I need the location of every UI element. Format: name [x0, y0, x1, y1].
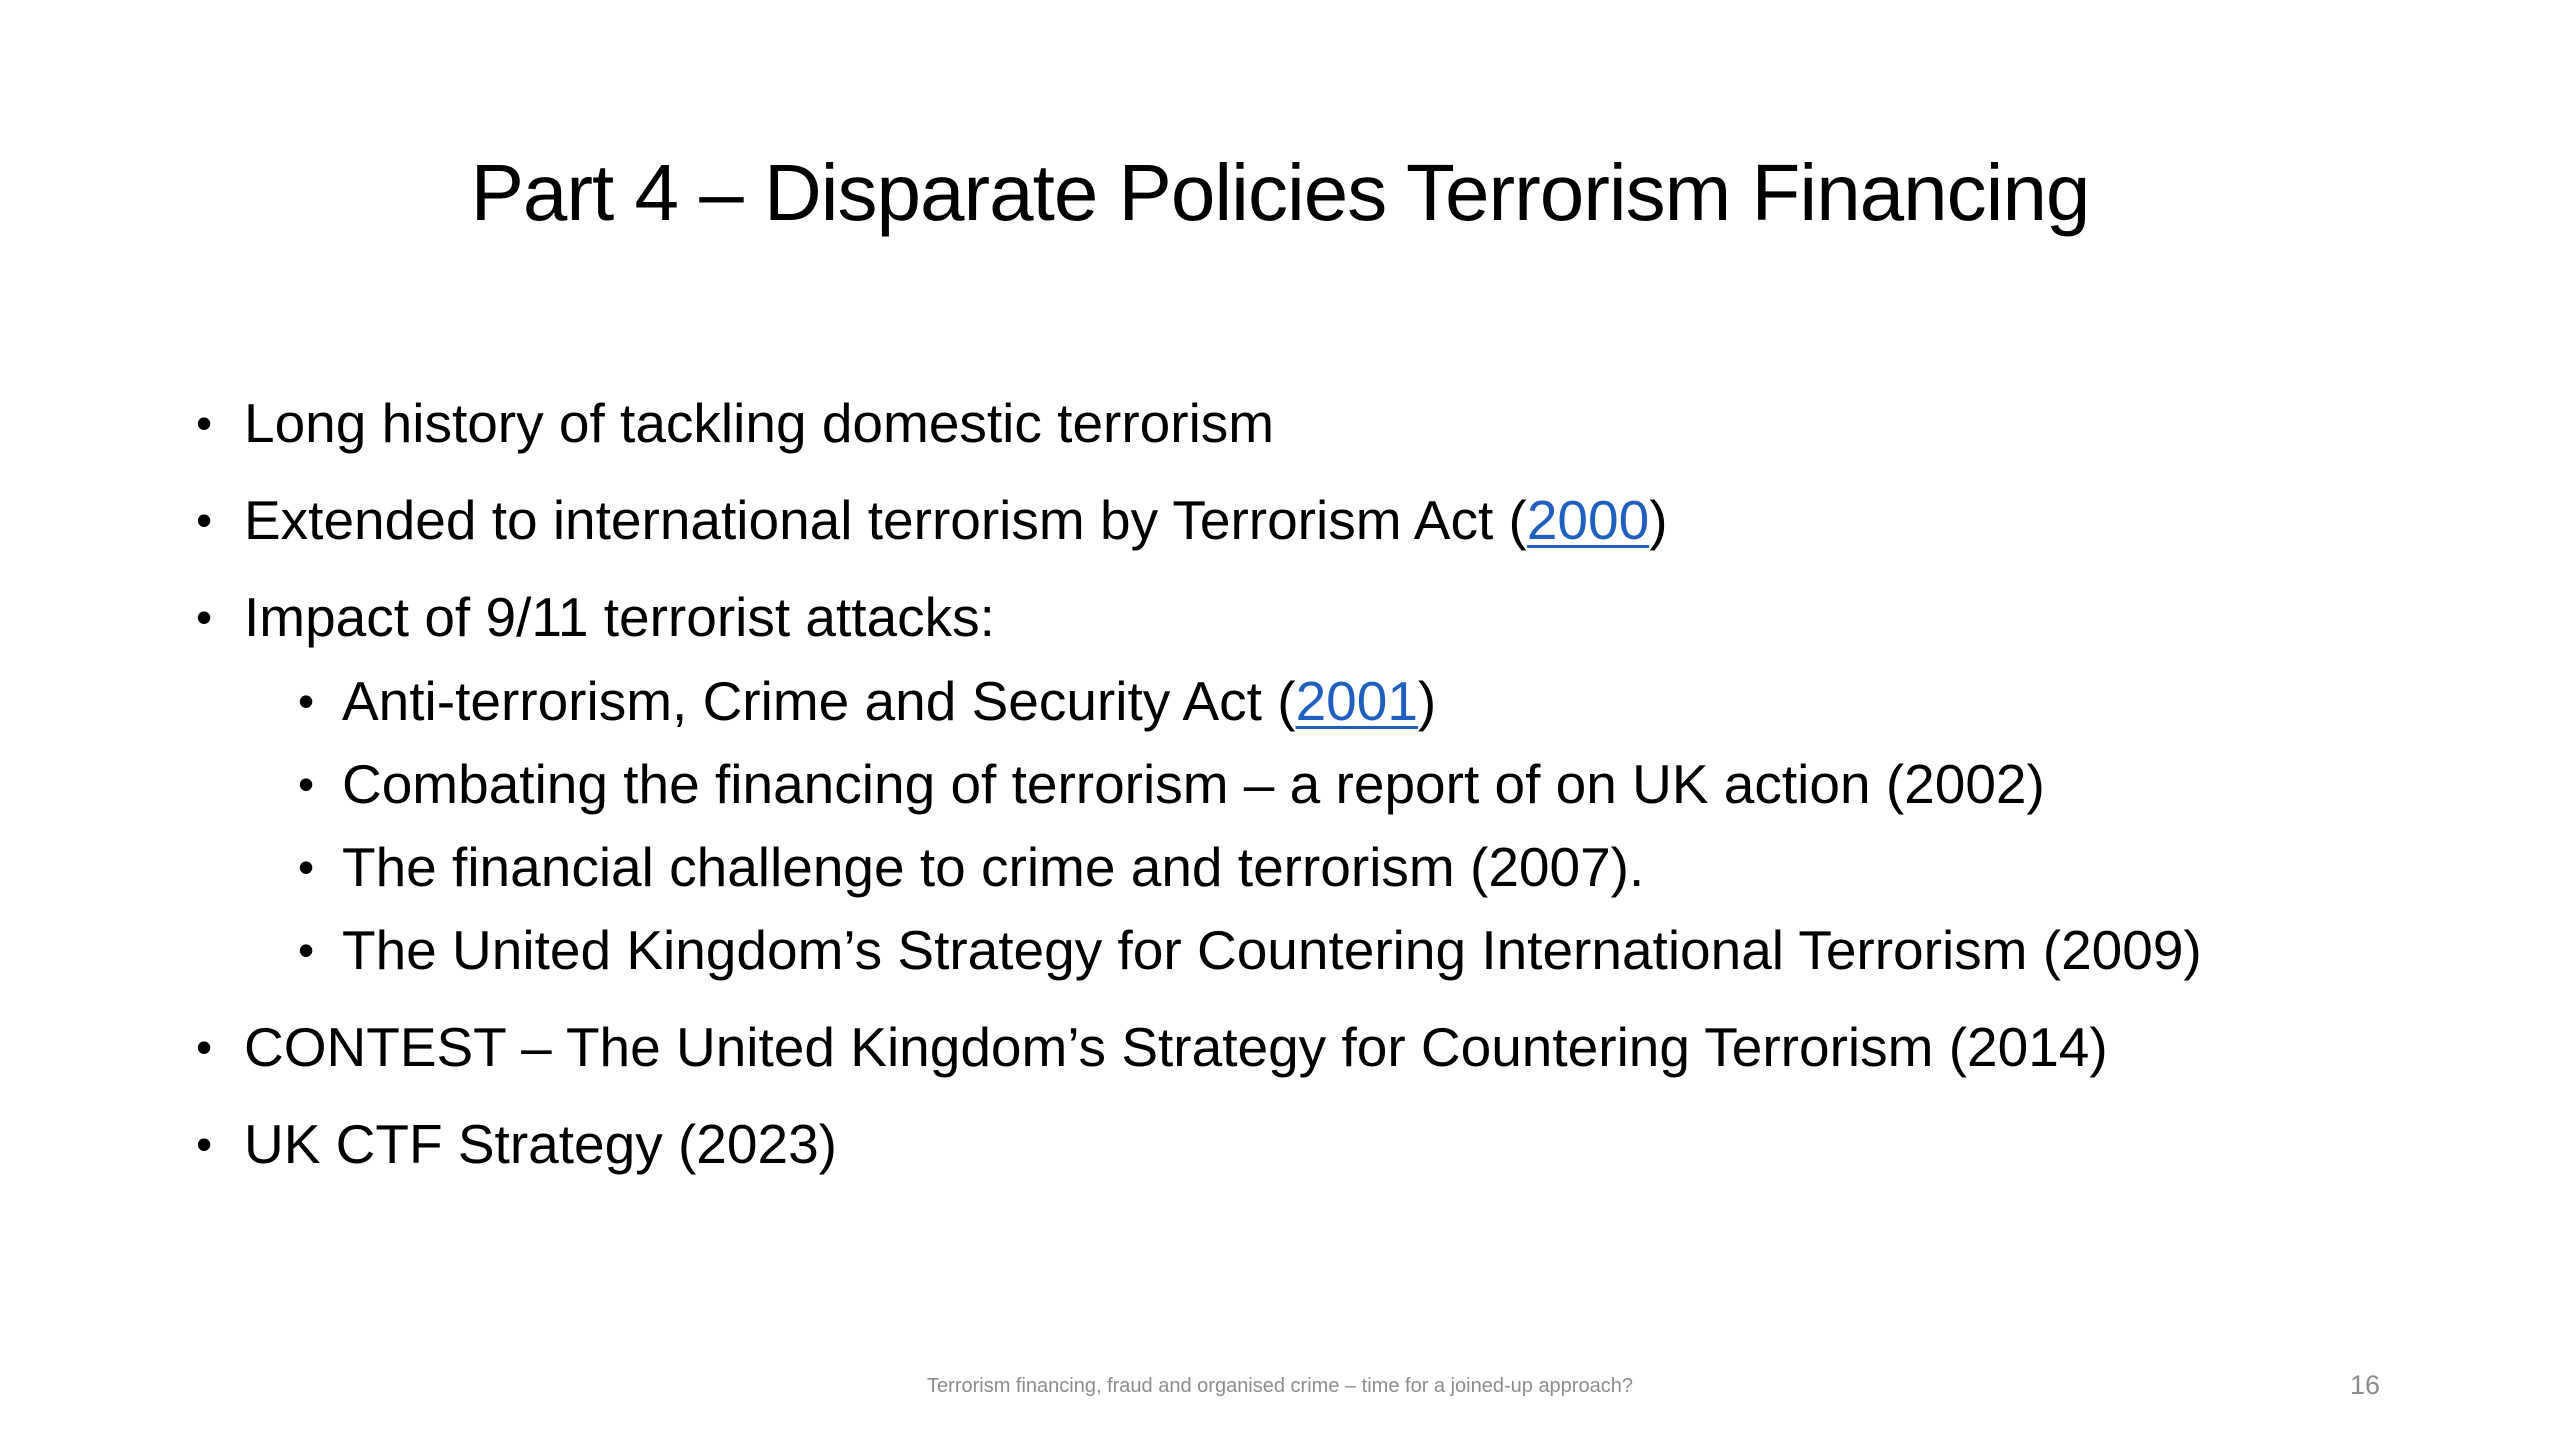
sub-bullet-text: Anti-terrorism, Crime and Security Act (	[342, 670, 1296, 732]
sub-bullet-text-suffix: )	[1417, 670, 1437, 732]
bullet-list	[190, 390, 2490, 1208]
bullet-terrorism-act	[190, 487, 2490, 553]
sub-bullet-combating-financing	[244, 751, 2490, 817]
sub-bullet-list	[244, 668, 2490, 983]
bullet-text: Impact of 9/11 terrorist attacks:	[244, 586, 995, 648]
page-number: 16	[2349, 1370, 2380, 1400]
bullet-text-suffix: )	[1649, 489, 1668, 551]
bullet-uk-ctf-strategy	[190, 1111, 2490, 1177]
sub-bullet-text: Combating the financing of terrorism – a report of on UK action (2002)	[342, 753, 2045, 815]
sub-bullet-uk-strategy-2009	[244, 917, 2490, 983]
sub-bullet-icon: •	[298, 841, 315, 893]
bullet-icon: •	[196, 1118, 213, 1170]
sub-bullet-text: The United Kingdom’s Strategy for Countering International Terrorism (2009)	[342, 919, 2202, 981]
sub-bullet-icon: •	[298, 758, 315, 810]
terrorism-act-2000-link[interactable]: 2000	[1526, 489, 1650, 551]
anti-terrorism-act-2001-link[interactable]: 2001	[1295, 670, 1418, 732]
sub-bullet-anti-terrorism-act	[244, 668, 2490, 734]
sub-bullet-text: The financial challenge to crime and terrorism (2007).	[342, 836, 1645, 898]
bullet-icon: •	[196, 397, 213, 449]
bullet-text: UK CTF Strategy (2023)	[244, 1113, 837, 1175]
bullet-text: Extended to international terrorism by Terrorism Act (	[244, 489, 1527, 551]
bullet-icon: •	[196, 1021, 213, 1073]
slide-footer: Terrorism financing, fraud and organised crime – time for a joined-up approach?	[927, 1375, 1633, 1397]
bullet-icon: •	[196, 494, 213, 546]
sub-bullet-financial-challenge	[244, 834, 2490, 900]
bullet-domestic-terrorism	[190, 390, 2490, 456]
bullet-contest	[190, 1014, 2490, 1080]
bullet-text: Long history of tackling domestic terrorism	[244, 392, 1275, 454]
sub-bullet-icon: •	[298, 675, 315, 727]
sub-bullet-icon: •	[298, 924, 315, 976]
bullet-impact-9-11	[190, 584, 2490, 983]
slide-title: Part 4 – Disparate Policies Terrorism Financing	[470, 148, 2090, 237]
bullet-icon: •	[196, 591, 213, 643]
bullet-text: CONTEST – The United Kingdom’s Strategy for Countering Terrorism (2014)	[244, 1016, 2108, 1078]
